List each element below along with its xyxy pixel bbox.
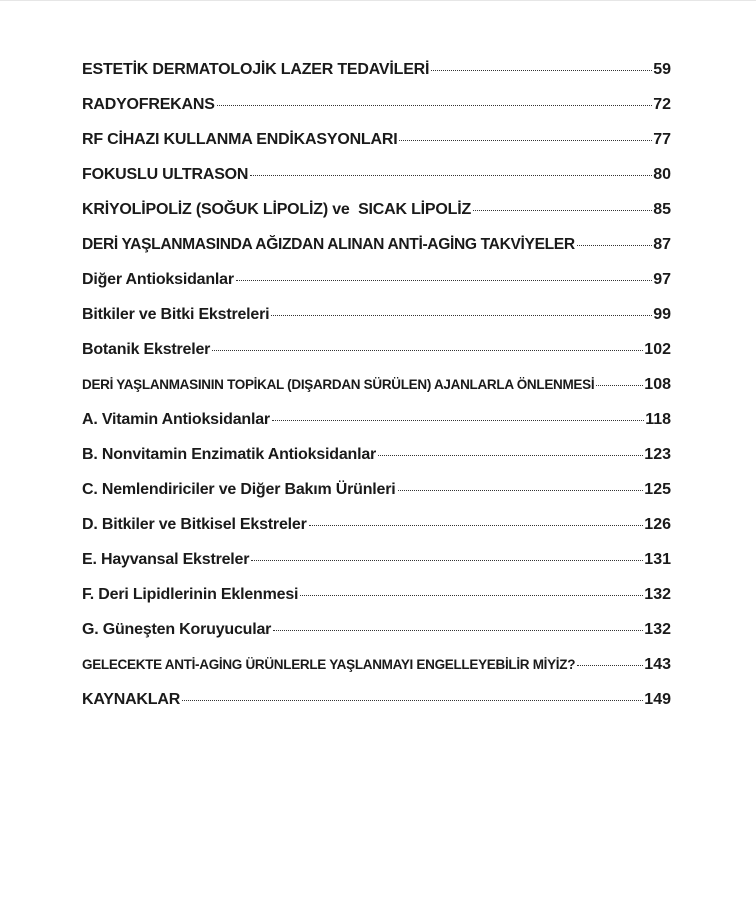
toc-entry-title: RADYOFREKANS [82,96,215,113]
toc-entry-title: A. Vitamin Antioksidanlar [82,411,270,428]
dot-leader [473,210,652,211]
toc-entry-title: G. Güneşten Koruyucular [82,621,272,638]
toc-entry-page: 126 [644,516,671,533]
toc-entry-title: FOKUSLU ULTRASON [82,166,249,183]
toc-entry-title: KRİYOLİPOLİZ (SOĞUK LİPOLİZ) ve SICAK LİPOLİZ [82,201,472,218]
toc-entry-page: 102 [644,341,671,358]
toc-entry-page: 97 [653,271,671,288]
dot-leader [273,630,643,631]
toc-entry-page: 125 [644,481,671,498]
toc-entry[interactable] [82,656,671,691]
toc-entry-title: GELECEKTE ANTİ-AGİNG ÜRÜNLERLE YAŞLANMAYI ENGELLEYEBİLİR MİYİZ? [82,657,576,672]
dot-leader [577,665,643,666]
dot-leader [309,525,644,526]
toc-entry-title: C. Nemlendiriciler ve Diğer Bakım Ürünleri [82,481,396,498]
toc-entry-title: Bitkiler ve Bitki Ekstreleri [82,306,270,323]
dot-leader [271,315,652,316]
dot-leader [182,700,643,701]
dot-leader [250,175,652,176]
toc-entry-title: DERİ YAŞLANMASINDA AĞIZDAN ALINAN ANTİ-AGİNG TAKVİYELER [82,236,575,253]
toc-entry-title: B. Nonvitamin Enzimatik Antioksidanlar [82,446,377,463]
toc-entry-title: E. Hayvansal Ekstreler [82,551,250,568]
toc-entry-page: 77 [653,131,671,148]
toc-entry-title: ESTETİK DERMATOLOJİK LAZER TEDAVİLERİ [82,61,430,78]
toc-entry-page: 72 [653,96,671,113]
toc-entry[interactable] [82,586,671,621]
dot-leader [398,490,644,491]
toc-entry-title: Diğer Antioksidanlar [82,271,234,288]
toc-entry[interactable] [82,481,671,516]
dot-leader [251,560,643,561]
toc-entry-page: 123 [644,446,671,463]
toc-entry[interactable] [82,96,671,131]
toc-entry-title: Botanik Ekstreler [82,341,211,358]
toc-entry-page: 132 [644,586,671,603]
toc-entry[interactable] [82,236,671,271]
toc-entry-page: 87 [653,236,671,253]
dot-leader [272,420,644,421]
table-of-contents [82,61,671,726]
dot-leader [577,245,652,246]
toc-entry-title: D. Bitkiler ve Bitkisel Ekstreler [82,516,307,533]
toc-entry-page: 118 [645,411,671,428]
dot-leader [378,455,643,456]
toc-entry-title: F. Deri Lipidlerinin Eklenmesi [82,586,299,603]
toc-entry-page: 132 [644,621,671,638]
toc-entry[interactable] [82,376,671,411]
toc-entry[interactable] [82,131,671,166]
toc-entry-page: 143 [644,656,671,673]
dot-leader [236,280,652,281]
toc-entry-title: RF CİHAZI KULLANMA ENDİKASYONLARI [82,131,398,148]
dot-leader [399,140,652,141]
toc-entry-page: 99 [653,306,671,323]
toc-entry[interactable] [82,306,671,341]
toc-entry[interactable] [82,516,671,551]
dot-leader [217,105,652,106]
dot-leader [212,350,643,351]
toc-entry[interactable] [82,411,671,446]
toc-entry[interactable] [82,61,671,96]
toc-entry-page: 108 [644,376,671,393]
toc-entry-page: 80 [653,166,671,183]
dot-leader [431,70,652,71]
toc-entry[interactable] [82,691,671,726]
toc-entry[interactable] [82,201,671,236]
toc-entry[interactable] [82,446,671,481]
toc-entry-page: 149 [644,691,671,708]
toc-entry-page: 59 [653,61,671,78]
toc-entry[interactable] [82,621,671,656]
toc-entry[interactable] [82,551,671,586]
toc-entry-title: KAYNAKLAR [82,691,181,708]
toc-entry-title: DERİ YAŞLANMASININ TOPİKAL (DIŞARDAN SÜRÜLEN) AJANLARLA ÖNLENMESİ [82,377,595,392]
toc-entry[interactable] [82,341,671,376]
toc-entry[interactable] [82,166,671,201]
toc-entry-page: 85 [653,201,671,218]
dot-leader [596,385,643,386]
toc-entry[interactable] [82,271,671,306]
dot-leader [300,595,643,596]
toc-entry-page: 131 [644,551,671,568]
